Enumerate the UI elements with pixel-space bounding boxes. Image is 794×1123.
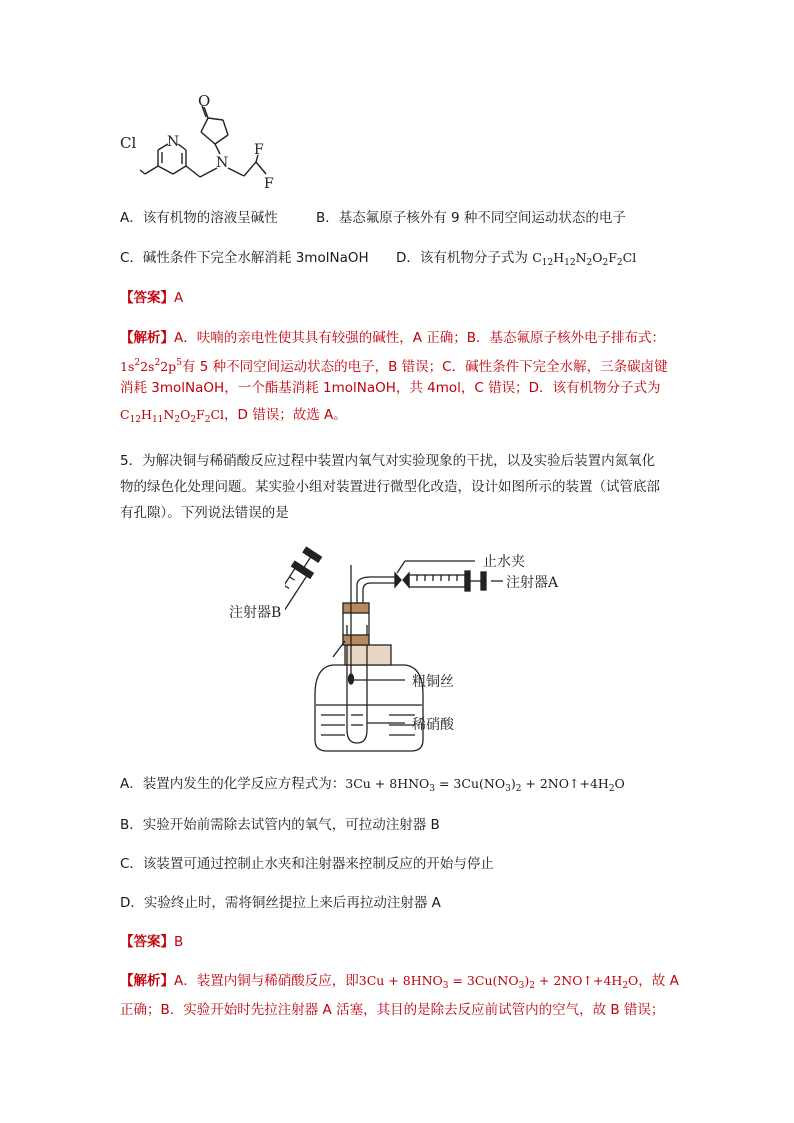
- formula-q4-d: $C_{12}H_{12}N_2O_2F_2Cl$: [532, 250, 637, 268]
- q4-option-b: B．基态氟原子核外有 9 种不同空间运动状态的电子: [316, 210, 626, 226]
- label-syringe-a: 注射器A: [506, 575, 559, 591]
- label-water-clip: 止水夹: [483, 554, 525, 570]
- q5-option-b: B．实验开始前需除去试管内的氧气，可拉动注射器 B: [120, 817, 440, 833]
- q4-answer: 【答案】A: [120, 290, 184, 306]
- atom-f1: F: [254, 142, 264, 158]
- q4-option-c: C．碱性条件下完全水解消耗 3molNaOH: [120, 250, 369, 266]
- label-dilute-acid: 稀硝酸: [412, 717, 454, 733]
- atom-n: N: [216, 155, 229, 171]
- q5-stem-line3: 有孔隙）。下列说法错误的是: [120, 505, 289, 521]
- q5-stem-line2: 物的绿色化处理问题。某实验小组对装置进行微型化改造，设计如图所示的装置（试管底部: [120, 479, 660, 495]
- q5-answer: 【答案】B: [120, 934, 184, 950]
- atom-f2: F: [264, 176, 274, 192]
- label-copper-wire: 粗铜丝: [412, 674, 454, 690]
- molecule-structure: [118, 92, 338, 192]
- electron-config: $1s^22s^22p^5$: [120, 358, 182, 374]
- q4-analysis-line4: $C_{12}H_{11}N_2O_2F_2Cl$，D 错误；故选 A。: [120, 407, 347, 425]
- atom-o: O: [198, 92, 211, 110]
- q5-stem-line1: 5．为解决铜与稀硝酸反应过程中装置内氧气对实验现象的干扰，以及实验后装置内氮氧化: [120, 453, 656, 469]
- equation-q5-analysis: $3Cu + 8HNO_3 = 3Cu(NO_3)_2$ + $2NO↑+4H_2O$: [358, 973, 639, 991]
- q4-option-d: D．该有机物分子式为 $C_{12}H_{12}N_2O_2F_2Cl$: [396, 250, 637, 268]
- label-syringe-b: 注射器B: [229, 605, 282, 621]
- q4-option-a: A．该有机物的溶液呈碱性: [120, 210, 278, 226]
- q4-analysis-line2: $1s^22s^22p^5$有 5 种不同空间运动状态的电子，B 错误；C．碱性条件下完全水解，三条碳卤键: [120, 358, 668, 375]
- q5-option-d: D．实验终止时，需将铜丝提拉上来后再拉动注射器 A: [120, 895, 441, 911]
- atom-cl: Cl: [120, 134, 137, 152]
- atom-n-ring: N: [167, 134, 180, 150]
- formula-q4-analysis: $C_{12}H_{11}N_2O_2F_2Cl$: [120, 407, 225, 425]
- q5-option-c: C．该装置可通过控制止水夹和注射器来控制反应的开始与停止: [120, 856, 494, 872]
- q5-option-a: A．装置内发生的化学反应方程式为：$3Cu + 8HNO_3 = 3Cu(NO_3)_2$ + $2NO↑+4H_2O$: [120, 776, 625, 794]
- q4-analysis-line1: 【解析】A．呋喃的亲电性使其具有较强的碱性，A 正确；B．基态氟原子核外电子排布式：: [120, 330, 666, 346]
- equation-q5-a: $3Cu + 8HNO_3 = 3Cu(NO_3)_2$ + $2NO↑+4H_2O$: [345, 776, 625, 794]
- q5-analysis-line2: 正确；B．实验开始时先拉注射器 A 活塞，其目的是除去反应前试管内的空气，故 B 错误；: [120, 1002, 665, 1018]
- q4-analysis-line3: 消耗 3molNaOH，一个酯基消耗 1molNaOH，共 4mol，C 错误；D．该有机物分子式为: [120, 380, 661, 396]
- q5-analysis-line1: 【解析】A．装置内铜与稀硝酸反应，即$3Cu + 8HNO_3 = 3Cu(NO_3)_2$ + $2NO↑+4H_2O$，故 A: [120, 973, 679, 991]
